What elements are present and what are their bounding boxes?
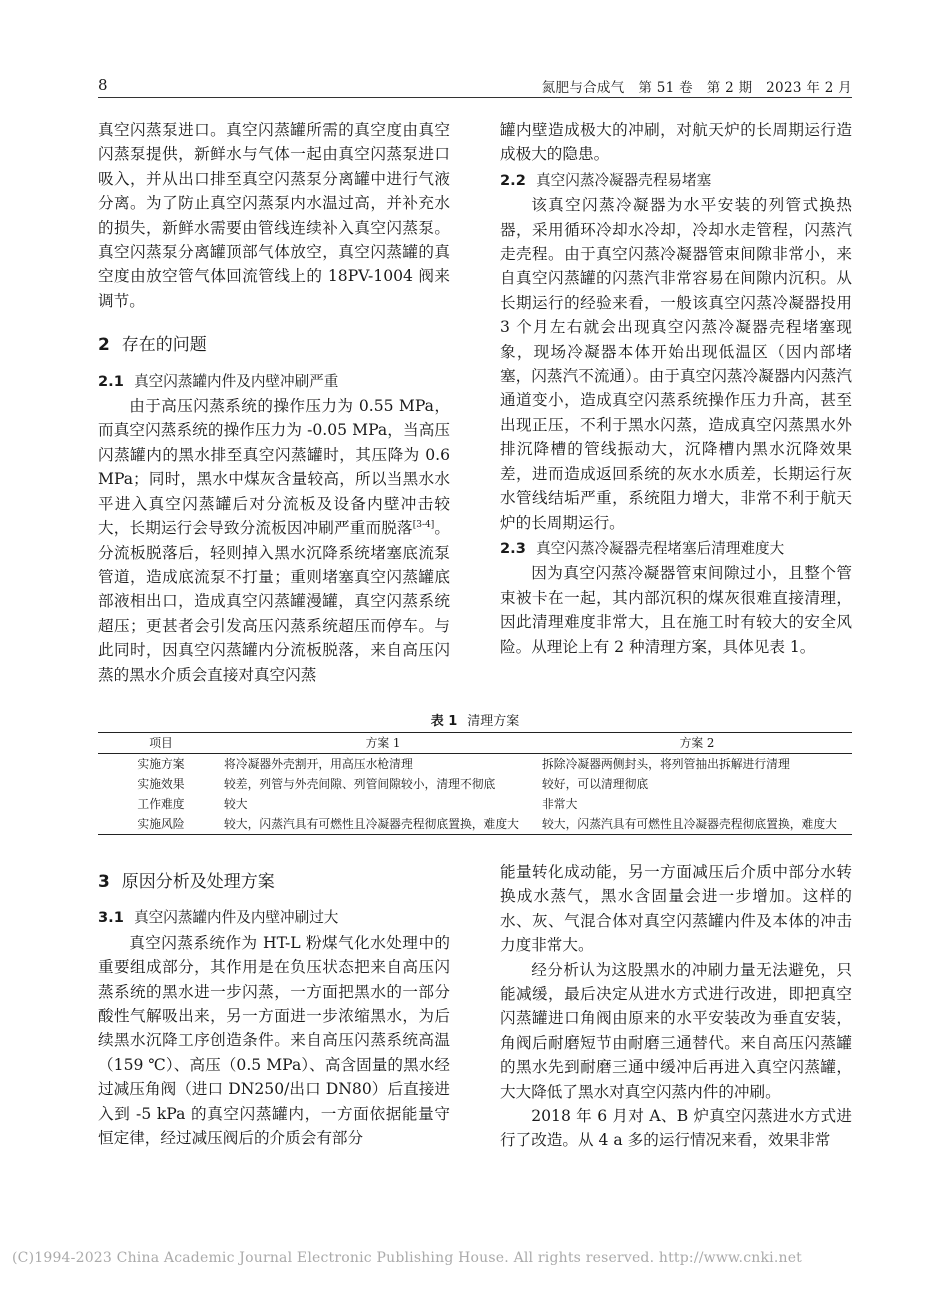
plan-2-cell: 非常大 xyxy=(542,797,578,811)
section-2-3-heading xyxy=(500,537,852,561)
table-row xyxy=(98,814,852,835)
s21-text-a: 由于高压闪蒸系统的操作压力为 0.55 MPa，而真空闪蒸系统的操作压力为 -0.05 MPa，当高压闪蒸罐内的黑水排至真空闪蒸罐时，其压降为 0.6 MPa；同时，黑水中煤灰含量较高，所以当黑水水平进入真空闪蒸罐后对分流板及设备内壁冲击较大，长期运行会导致分流板因冲刷严重而脱落 xyxy=(98,397,450,538)
row-label: 实施风险 xyxy=(98,814,224,835)
plan-2-cell: 较好，可以清理彻底 xyxy=(542,777,649,791)
cleaning-plan-table xyxy=(98,732,852,835)
citation: [3-4] xyxy=(412,519,435,530)
section-2-heading xyxy=(98,333,450,357)
intro-paragraph: 真空闪蒸泵进口。真空闪蒸罐所需的真空度由真空闪蒸泵提供，新鲜水与气体一起由真空闪蒸泵进口吸入，并从出口排至真空闪蒸泵分离罐中进行气液分离。为了防止真空闪蒸泵内水温过高，并补充水的损失，新鲜水需要由管线连续补入真空闪蒸泵。真空闪蒸泵分离罐顶部气体放空，真空闪蒸罐的真空度由放空管气体回流管线上的 18PV-1004 阀来调节。 xyxy=(98,121,450,310)
table-number: 表 1 xyxy=(430,714,458,729)
section-2-1-number: 2.1 xyxy=(98,372,124,390)
table-header-row xyxy=(98,733,852,754)
section-3-1-number: 3.1 xyxy=(98,909,124,927)
analysis-paragraph: 经分析认为这股黑水的冲刷力量无法避免，只能减缓，最后决定从进水方式进行改进，即把真空闪蒸罐进口角阀由原来的水平安装改为垂直安装，角阀后耐磨短节由耐磨三通替代。来自高压闪蒸罐的黑水先到耐磨三通中缓冲后再进入真空闪蒸罐，大大降低了黑水对真空闪蒸内件的冲刷。 xyxy=(500,960,852,1101)
plan-1-cell: 较大 xyxy=(224,797,248,811)
section-2-1-heading xyxy=(98,370,450,394)
section-2-3-title: 真空闪蒸冷凝器壳程堵塞后清理难度大 xyxy=(536,539,785,557)
upper-left-column xyxy=(98,118,450,687)
section-2-1-title: 真空闪蒸罐内件及内壁冲刷严重 xyxy=(134,372,339,390)
section-2-number: 2 xyxy=(98,335,110,356)
journal-header: 氮肥与合成气 第 51 卷 第 2 期 2023 年 2 月 xyxy=(541,80,852,96)
table-caption xyxy=(0,710,950,729)
continuation-paragraph: 罐内壁造成极大的冲刷，对航天炉的长周期运行造成极大的隐患。 xyxy=(500,121,852,164)
table-row xyxy=(98,754,852,775)
page-number: 8 xyxy=(98,76,108,94)
header-item: 项目 xyxy=(98,733,224,754)
retrofit-paragraph: 2018 年 6 月对 A、B 炉真空闪蒸进水方式进行了改造。从 4 a 多的运行情况来看，效果非常 xyxy=(500,1107,852,1150)
plan-2-cell: 较大，闪蒸汽具有可燃性且冷凝器壳程彻底置换，难度大 xyxy=(542,814,852,835)
upper-right-column xyxy=(500,118,852,659)
plan-1-cell: 较差，列管与外壳间隙、列管间隙较小，清理不彻底 xyxy=(224,777,496,791)
table-row xyxy=(98,794,852,814)
table-title: 清理方案 xyxy=(467,714,520,729)
header-rule xyxy=(98,97,852,98)
continuation-paragraph-2: 能量转化成动能，另一方面减压后介质中部分水转换成水蒸气，黑水含固量会进一步增加。这样的水、灰、气混合体对真空闪蒸罐内件及本体的冲击力度非常大。 xyxy=(500,863,852,955)
row-label: 工作难度 xyxy=(137,797,185,811)
plan-2-cell: 拆除冷凝器两侧封头，将列管抽出拆解进行清理 xyxy=(542,757,790,771)
plan-1-cell: 较大，闪蒸汽具有可燃性且冷凝器壳程彻底置换，难度大 xyxy=(224,814,542,835)
lower-right-column xyxy=(500,860,852,1153)
lower-left-column xyxy=(98,860,450,1150)
section-2-title: 存在的问题 xyxy=(121,335,207,356)
table-row xyxy=(98,774,852,794)
s21-text-b: 。分流板脱落后，轻则掉入黑水沉降系统堵塞底流泵管道，造成底流泵不打量；重则堵塞真空闪蒸罐底部液相出口，造成真空闪蒸罐漫罐，真空闪蒸系统超压；更甚者会引发高压闪蒸系统超压而停车。与此同时，因真空闪蒸罐内分流板脱落，来自高压闪蒸的黑水介质会直接对真空闪蒸 xyxy=(98,519,450,684)
section-2-2-title: 真空闪蒸冷凝器壳程易堵塞 xyxy=(536,171,712,189)
section-3-1-title: 真空闪蒸罐内件及内壁冲刷过大 xyxy=(134,909,339,927)
section-2-2-heading xyxy=(500,169,852,193)
header-plan-1: 方案 1 xyxy=(224,733,542,754)
section-2-2-number: 2.2 xyxy=(500,171,526,189)
section-2-3-paragraph: 因为真空闪蒸冷凝器管束间隙过小，且整个管束被卡在一起，其内部沉积的煤灰很难直接清理，因此清理难度非常大，且在施工时有较大的安全风险。从理论上有 2 种清理方案，具体见表 1。 xyxy=(500,564,852,656)
header-plan-2: 方案 2 xyxy=(542,733,852,754)
plan-1-cell: 将冷凝器外壳割开，用高压水枪清理 xyxy=(224,757,413,771)
copyright-footer: (C)1994-2023 China Academic Journal Electronic Publishing House. All rights reserved. http://www.cnki.net xyxy=(12,1250,803,1266)
row-label: 实施方案 xyxy=(137,757,185,771)
section-3-1-paragraph: 真空闪蒸系统作为 HT-L 粉煤气化水处理中的重要组成部分，其作用是在负压状态把来自高压闪蒸系统的黑水进一步闪蒸，一方面把黑水的一部分酸性气解吸出来，另一方面进一步浓缩黑水，为后续黑水沉降工序创造条件。来自高压闪蒸系统高温（159 ℃）、高压（0.5 MPa）、高含固量的黑水经过减压角阀（进口 DN250/出口 DN80）后直接进入到 -5 kPa 的真空闪蒸罐内，一方面依据能量守恒定律，经过减压阀后的介质会有部分 xyxy=(98,933,450,1148)
section-3-number: 3 xyxy=(98,872,110,892)
section-2-2-paragraph: 该真空闪蒸冷凝器为水平安装的列管式换热器，采用循环冷却水冷却，冷却水走管程，闪蒸汽走壳程。由于真空闪蒸冷凝器管束间隙非常小，来自真空闪蒸罐的闪蒸汽非常容易在间隙内沉积。从长期运行的经验来看，一般该真空闪蒸冷凝器投用 3 个月左右就会出现真空闪蒸冷凝器壳程堵塞现象，现场冷凝器本体开始出现低温区（因内部堵塞，闪蒸汽不流通）。由于真空闪蒸冷凝器内闪蒸汽通道变小，造成真空闪蒸系统操作压力升高，甚至出现正压，不利于黑水闪蒸，造成真空闪蒸黑水外排沉降槽的管线振动大，沉降槽内黑水沉降效果差，进而造成返回系统的灰水水质差，长期运行灰水管线结垢严重，系统阻力增大，非常不利于航天炉的长周期运行。 xyxy=(500,196,852,532)
section-3-title: 原因分析及处理方案 xyxy=(121,872,275,892)
section-2-3-number: 2.3 xyxy=(500,539,526,557)
row-label: 实施效果 xyxy=(137,777,185,791)
section-2-1-paragraph xyxy=(98,394,450,687)
section-3-heading xyxy=(98,870,450,894)
section-3-1-heading xyxy=(98,906,450,930)
